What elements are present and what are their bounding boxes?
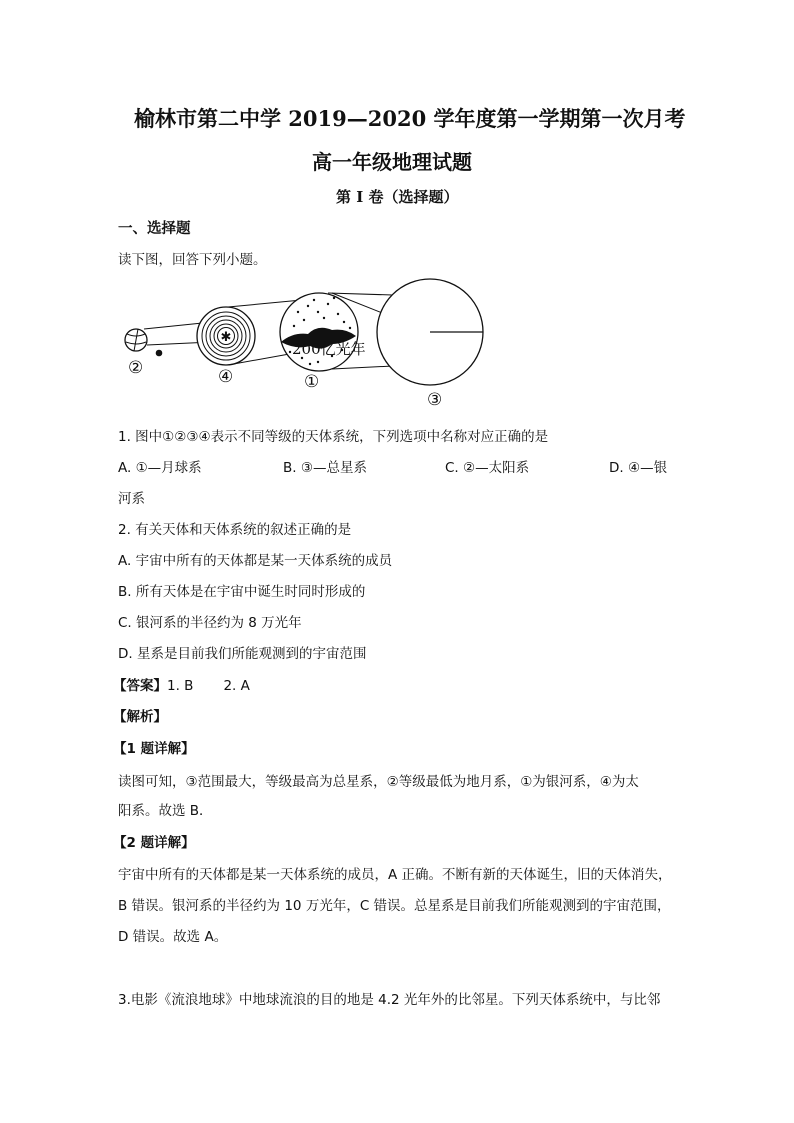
q1-option-d: D. ④—银 [609, 460, 668, 476]
detail-1-label: 【1 题详解】 [113, 741, 195, 757]
detail-2-line-2: B 错误。银河系的半径约为 10 万光年，C 错误。总星系是目前我们所能观测到的宇宙范围， [118, 898, 671, 914]
detail-1-line-1: 读图可知，③范围最大，等级最高为总星系，②等级最低为地月系，①为银河系，④为太 [118, 774, 639, 790]
milky-way-figure [280, 293, 358, 371]
section-heading: 一、选择题 [118, 221, 191, 237]
analysis-label: 【解析】 [113, 709, 167, 725]
q2-option-d: D. 星系是目前我们所能观测到的宇宙范围 [118, 646, 367, 662]
question-3-stem: 3.电影《流浪地球》中地球流浪的目的地是 4.2 光年外的比邻星。下列天体系统中，与比邻 [118, 992, 661, 1008]
q1-option-c: C. ②—太阳系 [445, 460, 530, 476]
q1-option-b: B. ③—总星系 [283, 460, 367, 476]
solar-system-figure [197, 307, 255, 365]
figure-label-2: ② [128, 358, 144, 378]
q1-option-a: A. ①—月球系 [118, 460, 202, 476]
detail-2-label: 【2 题详解】 [113, 835, 195, 851]
q1-option-d-wrap: 河系 [118, 491, 145, 507]
volume-heading: 第 I 卷（选择题） [336, 188, 459, 206]
exam-subtitle: 高一年级地理试题 [312, 150, 472, 174]
figure-label-4: ④ [218, 367, 234, 387]
detail-2-line-3: D 错误。故选 A。 [118, 929, 228, 945]
q2-option-a: A. 宇宙中所有的天体都是某一天体系统的成员 [118, 553, 393, 569]
question-1-stem: 1. 图中①②③④表示不同等级的天体系统，下列选项中名称对应正确的是 [118, 429, 549, 445]
question-2-stem: 2. 有关天体和天体系统的叙述正确的是 [118, 522, 352, 538]
answer-text: 1. B 2. A [167, 678, 250, 694]
svg-text:✱: ✱ [220, 330, 232, 345]
figure-label-1: ① [304, 372, 320, 392]
answer-label: 【答案】 [113, 678, 167, 694]
detail-2-line-1: 宇宙中所有的天体都是某一天体系统的成员，A 正确。不断有新的天体诞生，旧的天体消失， [118, 867, 672, 883]
distance-label: 200亿光年 [292, 340, 366, 358]
figure-label-3: ③ [427, 390, 443, 410]
exam-title: 榆林市第二中学 2019—2020 学年度第一学期第一次月考 [134, 106, 686, 131]
answer-line [113, 674, 250, 694]
q2-option-c: C. 银河系的半径约为 8 万光年 [118, 615, 302, 631]
figure-intro: 读下图，回答下列小题。 [118, 252, 267, 268]
universe-figure [377, 279, 483, 385]
detail-1-line-2: 阳系。故选 B． [118, 803, 213, 819]
q2-option-b: B. 所有天体是在宇宙中诞生时同时形成的 [118, 584, 366, 600]
earth-moon-system-figure [125, 329, 162, 356]
